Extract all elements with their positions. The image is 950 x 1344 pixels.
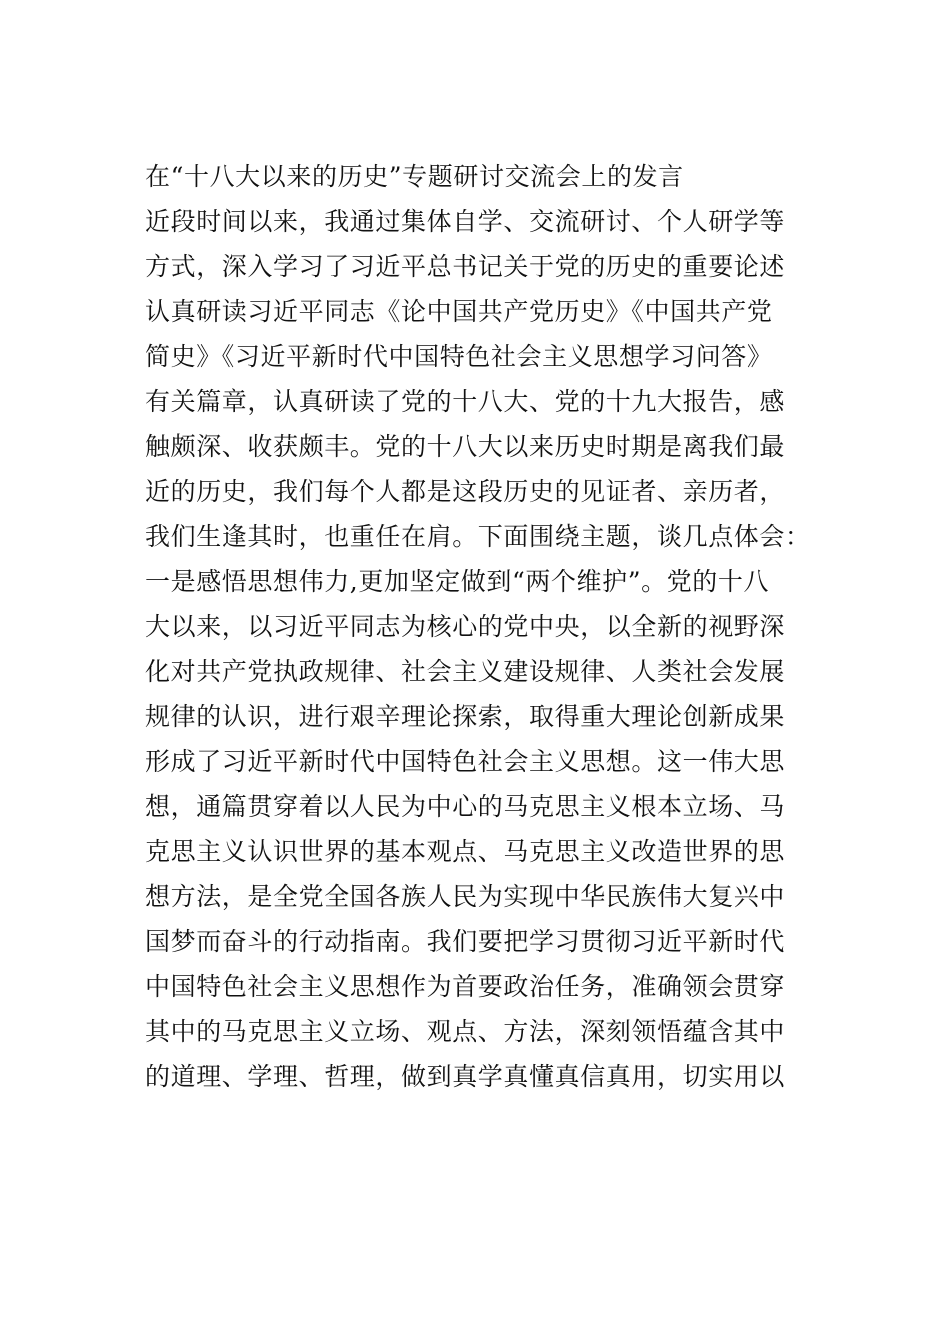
text-line: 触颇深、收获颇丰。党的十八大以来历史时期是离我们最 <box>145 432 786 461</box>
text-line: 的道理、学理、哲理，做到真学真懂真信真用，切实用以 <box>145 1062 786 1091</box>
text-line: 有关篇章，认真研读了党的十八大、党的十九大报告，感 <box>145 387 786 416</box>
text-line: 大以来，以习近平同志为核心的党中央，以全新的视野深 <box>145 612 786 641</box>
text-line: 简史》《习近平新时代中国特色社会主义思想学习问答》 <box>145 342 773 371</box>
text-line: 近的历史，我们每个人都是这段历史的见证者、亲历者， <box>145 477 786 506</box>
text-line: 国梦而奋斗的行动指南。我们要把学习贯彻习近平新时代 <box>145 927 786 956</box>
text-line: 想方法，是全党全国各族人民为实现中华民族伟大复兴中 <box>145 882 786 911</box>
text-line: 形成了习近平新时代中国特色社会主义思想。这一伟大思 <box>145 747 786 776</box>
text-line: 方式，深入学习了习近平总书记关于党的历史的重要论述 <box>145 252 786 281</box>
text-line: 近段时间以来，我通过集体自学、交流研讨、个人研学等 <box>145 207 786 236</box>
text-line: 想，通篇贯穿着以人民为中心的马克思主义根本立场、马 <box>145 792 786 821</box>
text-line: 化对共产党执政规律、社会主义建设规律、人类社会发展 <box>145 657 786 686</box>
text-line: 认真研读习近平同志《论中国共产党历史》《中国共产党 <box>145 297 773 326</box>
text-line: 其中的马克思主义立场、观点、方法，深刻领悟蕴含其中 <box>145 1017 786 1046</box>
document-body <box>145 154 815 1099</box>
document-title: 在“十八大以来的历史”专题研讨交流会上的发言 <box>145 162 684 191</box>
text-line: 中国特色社会主义思想作为首要政治任务，准确领会贯穿 <box>145 972 786 1001</box>
text-line: 规律的认识，进行艰辛理论探索，取得重大理论创新成果 <box>145 702 786 731</box>
text-line: 我们生逢其时，也重任在肩。下面围绕主题，谈几点体会： <box>145 522 811 551</box>
text-line: 克思主义认识世界的基本观点、马克思主义改造世界的思 <box>145 837 786 866</box>
text-line: 一是感悟思想伟力,更加坚定做到“两个维护”。党的十八 <box>145 567 770 596</box>
